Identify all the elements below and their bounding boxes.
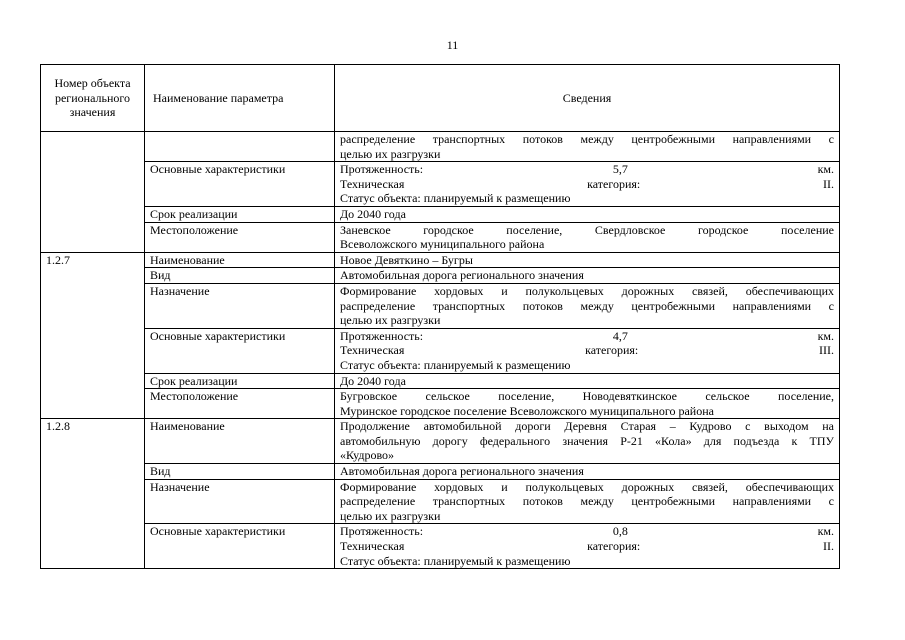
value-line: Заневское городское поселение, Свердловское городское поселение	[340, 222, 834, 237]
table-row	[41, 162, 840, 207]
value-line: Протяженность: 0,8 км.	[340, 524, 834, 539]
value-line: Протяженность: 4,7 км.	[340, 328, 834, 343]
value-line: Всеволожского муниципального района	[340, 237, 545, 252]
value-line: автомобильную дорогу федерального значения Р-21 «Кола» для подъезда к ТПУ	[340, 433, 834, 448]
parameter-name: Назначение	[145, 283, 335, 328]
value-line: распределение транспортных потоков между центробежными направлениями с	[340, 132, 834, 146]
header-parameter-name: Наименование параметра	[145, 65, 335, 132]
table-row	[41, 389, 840, 419]
value-line: Статус объекта: планируемый к размещению	[340, 553, 571, 568]
table-row	[41, 206, 840, 222]
table-row	[41, 252, 840, 268]
table-row	[41, 524, 840, 569]
header-object-number: Номер объекта регионального значения	[41, 65, 145, 132]
value-line: Техническая категория: II.	[340, 539, 834, 554]
object-number-cell	[41, 132, 145, 253]
parameter-value	[335, 222, 840, 252]
table-row	[41, 283, 840, 328]
value-line: распределение транспортных потоков между центробежными направлениями с	[340, 494, 834, 509]
parameter-value	[335, 419, 840, 464]
parameter-name: Местоположение	[145, 389, 335, 419]
parameter-value	[335, 283, 840, 328]
table-row	[41, 479, 840, 524]
parameter-name	[145, 132, 335, 162]
parameter-name: Вид	[145, 464, 335, 480]
table-row	[41, 328, 840, 373]
parameter-value	[335, 328, 840, 373]
parameters-table	[40, 64, 840, 569]
parameter-value	[335, 373, 840, 389]
value-line: Статус объекта: планируемый к размещению	[340, 357, 571, 372]
value-line: Техническая категория: II.	[340, 176, 834, 191]
value-line: Техническая категория: III.	[340, 343, 834, 358]
value-line: До 2040 года	[340, 206, 406, 221]
parameter-name: Назначение	[145, 479, 335, 524]
value-line: Протяженность: 5,7 км.	[340, 162, 834, 177]
parameter-value	[335, 132, 840, 162]
parameter-name: Наименование	[145, 419, 335, 464]
value-line: До 2040 года	[340, 373, 406, 388]
table-row	[41, 464, 840, 480]
parameter-name: Местоположение	[145, 222, 335, 252]
parameter-name: Основные характеристики	[145, 328, 335, 373]
parameter-value	[335, 252, 840, 268]
value-line: целью их разгрузки	[340, 146, 441, 161]
parameter-name: Срок реализации	[145, 206, 335, 222]
parameter-value	[335, 524, 840, 569]
value-line: Новое Девяткино – Бугры	[340, 252, 473, 267]
parameter-name: Срок реализации	[145, 373, 335, 389]
parameter-value	[335, 268, 840, 284]
value-line: целью их разгрузки	[340, 508, 441, 523]
table-row	[41, 222, 840, 252]
table-row	[41, 268, 840, 284]
parameter-name: Вид	[145, 268, 335, 284]
value-line: Автомобильная дорога регионального значения	[340, 464, 584, 479]
object-number-cell: 1.2.8	[41, 419, 145, 569]
parameter-value	[335, 206, 840, 222]
table-body	[41, 132, 840, 569]
parameter-value	[335, 479, 840, 524]
object-number-cell: 1.2.7	[41, 252, 145, 419]
value-line: Статус объекта: планируемый к размещению	[340, 191, 571, 206]
parameter-name: Основные характеристики	[145, 162, 335, 207]
value-line: Формирование хордовых и полукольцевых дорожных связей, обеспечивающих	[340, 479, 834, 494]
parameter-name: Наименование	[145, 252, 335, 268]
value-line: Формирование хордовых и полукольцевых дорожных связей, обеспечивающих	[340, 283, 834, 298]
value-line: Бугровское сельское поселение, Новодевяткинское сельское поселение,	[340, 389, 834, 404]
page-number: 11	[446, 38, 459, 52]
table-row	[41, 373, 840, 389]
parameter-value	[335, 162, 840, 207]
parameter-value	[335, 464, 840, 480]
header-information: Сведения	[335, 65, 840, 132]
table-row	[41, 419, 840, 464]
table-header	[41, 65, 840, 132]
value-line: распределение транспортных потоков между центробежными направлениями с	[340, 298, 834, 313]
value-line: целью их разгрузки	[340, 313, 441, 328]
value-line: Муринское городское поселение Всеволожского муниципального района	[340, 403, 714, 418]
parameter-value	[335, 389, 840, 419]
parameter-name: Основные характеристики	[145, 524, 335, 569]
value-line: Продолжение автомобильной дороги Деревня Старая – Кудрово с выходом на	[340, 419, 834, 434]
value-line: «Кудрово»	[340, 448, 395, 463]
value-line: Автомобильная дорога регионального значения	[340, 268, 584, 283]
table-row	[41, 132, 840, 162]
